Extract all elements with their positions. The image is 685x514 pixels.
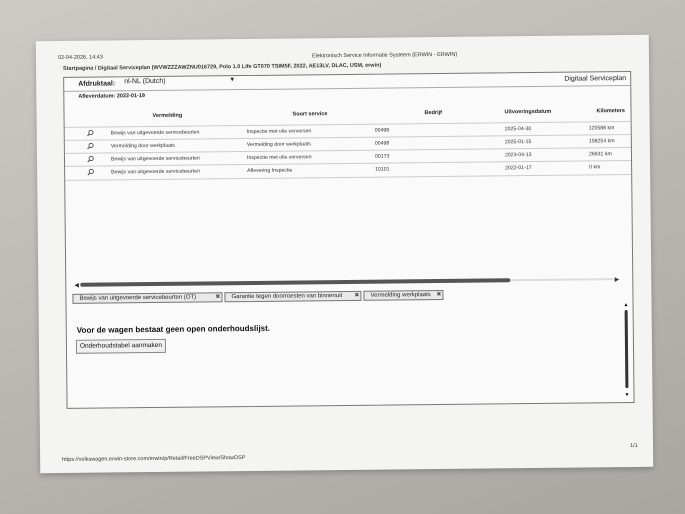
create-maintenance-table-button[interactable]: Onderhoudstabel aanmaken <box>76 339 166 354</box>
scroll-thumb[interactable] <box>625 310 629 388</box>
toolbar <box>64 72 630 92</box>
tab-label: Garantie tegen doorroesten van binnenuit <box>231 293 343 301</box>
cell-bedrijf: 10101 <box>375 166 390 173</box>
cell-soort: Inspectie met olie verversen <box>246 154 312 162</box>
printed-page <box>36 35 653 473</box>
header-bedrijf: Bedrijf <box>424 109 442 117</box>
header-kilometers: Kilometers <box>596 108 625 115</box>
cell-vermelding: Vermelding door werkplaats <box>110 142 175 150</box>
tab-garantie[interactable] <box>224 291 361 302</box>
cell-soort: Vermelding door werkplaats <box>246 141 311 149</box>
print-language-select[interactable] <box>121 77 239 88</box>
no-maintenance-message: Voor de wagen bestaat geen open onderhoudslijst. <box>76 323 271 335</box>
close-icon[interactable]: ✖ <box>354 292 360 299</box>
print-system-title: Elektronisch Service Informatie Systeem (ERWIN - ERWIN) <box>311 51 458 60</box>
magnifier-icon[interactable] <box>87 169 94 176</box>
scroll-left-icon[interactable]: ◀ <box>74 282 79 289</box>
cell-datum: 2023-04-13 <box>504 152 532 159</box>
tab-label: Bewijs van uitgevoerde servicebeurten (OT) <box>79 294 197 302</box>
footer-page: 1/1 <box>629 442 638 450</box>
cell-km: 120588 km <box>588 125 615 132</box>
cell-km: 108254 km <box>588 138 615 145</box>
header-uitvoeringsdatum: Uitvoeringsdatum <box>504 108 552 116</box>
scroll-up-icon[interactable]: ▲ <box>623 302 629 309</box>
print-language-label: Afdruktaal: <box>78 80 116 88</box>
magnifier-icon[interactable] <box>87 143 94 150</box>
magnifier-icon[interactable] <box>87 156 94 163</box>
scroll-down-icon[interactable]: ▼ <box>624 392 630 399</box>
cell-bedrijf: 00498 <box>374 127 390 134</box>
delivery-date: Afleverdatum: 2022-01-19 <box>78 93 146 100</box>
cell-datum: 2025-04-30 <box>504 126 532 133</box>
cell-km: 0 km <box>589 164 601 171</box>
magnifier-icon[interactable] <box>87 130 94 137</box>
print-language-value: nl-NL (Dutch) <box>124 77 166 86</box>
header-soort-service: Soort service <box>292 111 328 118</box>
breadcrumb: Startpagina / Digitaal Serviceplan (WVWZZZAWZNU016729, Polo 1.0 Life GT070 TSIM5F, 2022, AE13LV, DLAC, USM, erwin) <box>63 62 382 72</box>
section-title: Digitaal Serviceplan <box>564 75 627 83</box>
tab-label: Vermelding werkplaats <box>370 292 431 299</box>
cell-vermelding: Bewijs van uitgevoerde servicebeurten <box>111 168 200 176</box>
scroll-thumb[interactable] <box>80 278 510 287</box>
cell-bedrijf: 00498 <box>374 140 390 147</box>
chevron-down-icon: ▼ <box>229 77 236 84</box>
cell-datum: 2022-01-17 <box>505 165 532 172</box>
horizontal-scrollbar[interactable] <box>74 276 619 288</box>
cell-soort: Inspectie met olie verversen <box>246 128 312 136</box>
tab-vermelding-werkplaats[interactable] <box>363 290 443 301</box>
cell-soort: Aflevering Inspectie <box>247 167 293 175</box>
scroll-right-icon[interactable]: ▶ <box>614 277 620 284</box>
service-plan-frame <box>63 71 634 409</box>
close-icon[interactable]: ✖ <box>215 294 221 301</box>
header-vermelding: Vermelding <box>152 112 183 120</box>
cell-bedrijf: 00173 <box>374 153 390 160</box>
vertical-scrollbar[interactable] <box>624 302 631 398</box>
close-icon[interactable]: ✖ <box>436 291 442 299</box>
cell-vermelding: Bewijs van uitgevoerde servicebeurten <box>110 129 200 137</box>
cell-km: 26631 km <box>588 151 612 158</box>
cell-vermelding: Bewijs van uitgevoerde servicebeurten <box>110 155 200 163</box>
cell-datum: 2025-01-15 <box>504 139 532 146</box>
tab-servicebeurten[interactable] <box>72 292 222 304</box>
print-datetime: 02-04-2026, 14:43 <box>57 54 103 61</box>
footer-url: https://volkswagen.erwin-store.com/erwin/p/Retail/FreeDSPView/ShowDSP <box>62 455 246 463</box>
